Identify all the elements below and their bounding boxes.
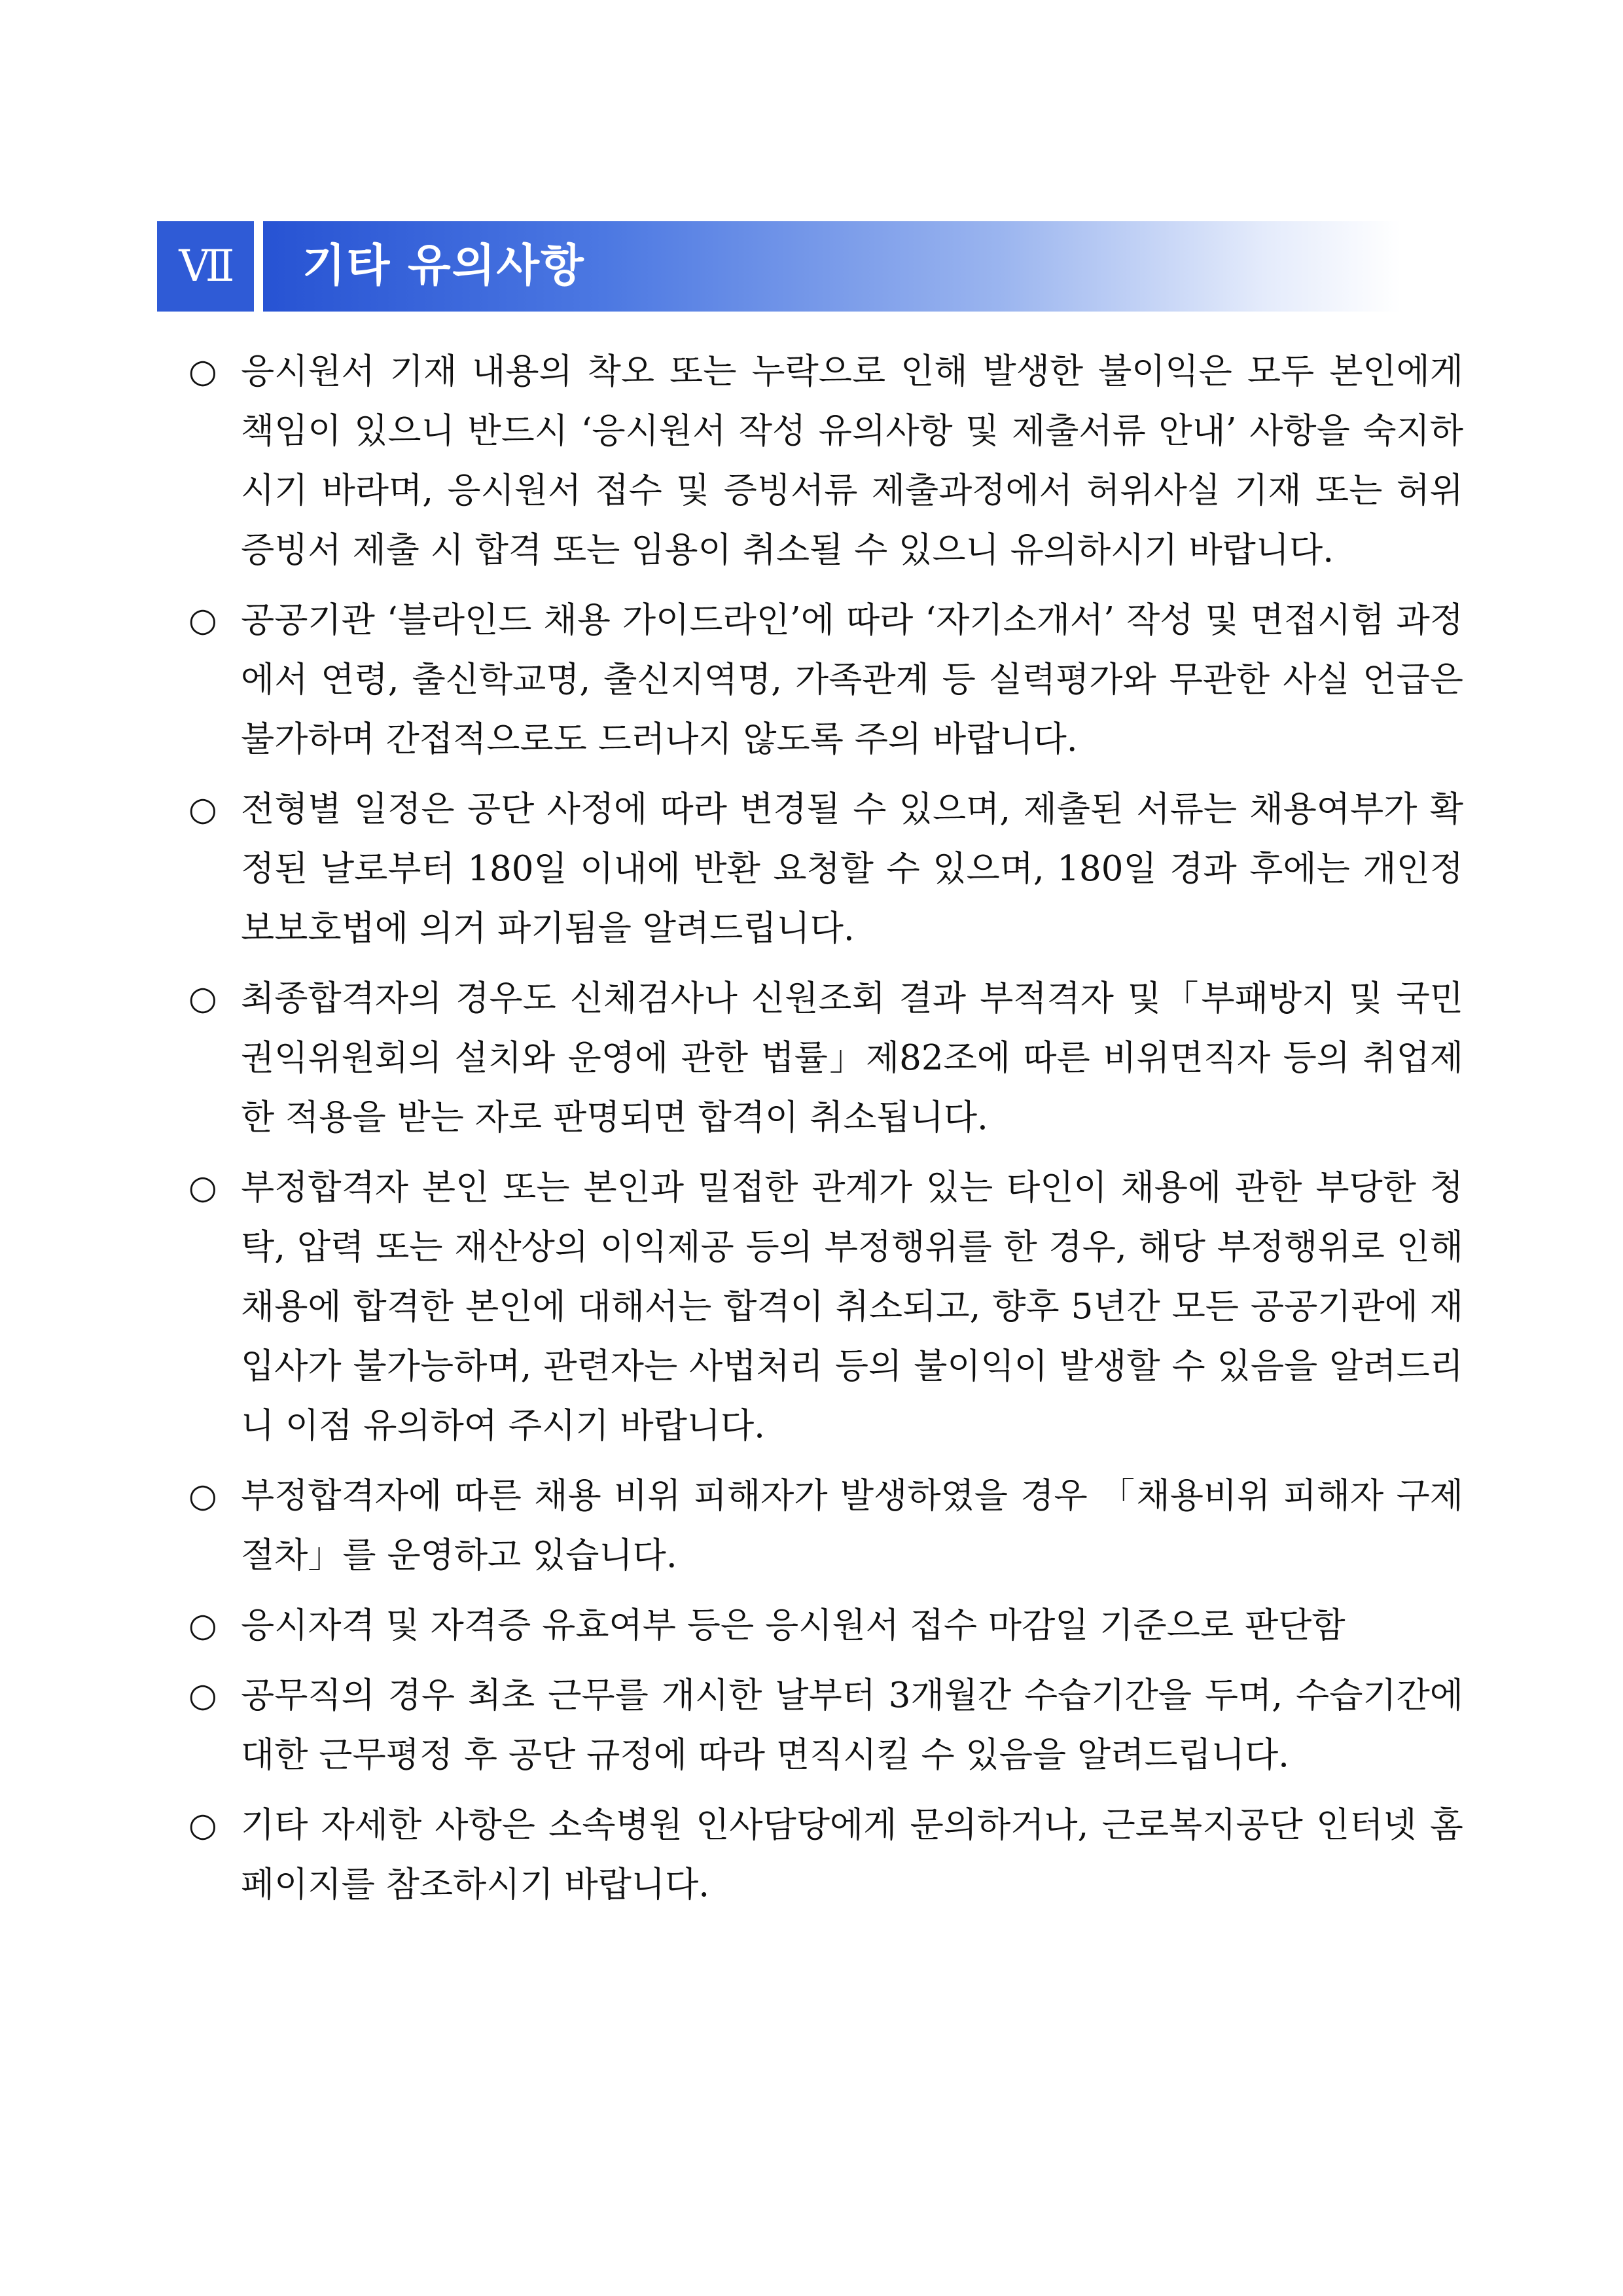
list-item [188, 1158, 1463, 1456]
list-item [188, 590, 1463, 769]
list-item-text: 공무직의 경우 최초 근무를 개시한 날부터 3개월간 수습기간을 두며, 수습기간에 대한 근무평정 후 공단 규정에 따라 면직시킬 수 있음을 알려드립니다. [241, 1676, 1463, 1775]
bullet-circle-icon: ○ [188, 1806, 217, 1844]
bullet-circle-icon: ○ [188, 979, 217, 1017]
list-item [188, 1466, 1463, 1585]
list-item-text: 부정합격자 본인 또는 본인과 밀접한 관계가 있는 타인이 채용에 관한 부당한 청탁, 압력 또는 재산상의 이익제공 등의 부정행위를 한 경우, 해당 부정행위로 인해 채용에 합격한 본인에 대해서는 합격이 취소되고, 향후 5년간 모든 공공기관에 재입사가 불가능하며, 관련자는 사법처리 등의 불이익이 발생할 수 있음을 알려드리니 이점 유의하여 주시기 바랍니다. [241, 1168, 1463, 1446]
section-title-bar [263, 221, 1400, 312]
section-header [157, 221, 1400, 312]
list-item-text: 전형별 일정은 공단 사정에 따라 변경될 수 있으며, 제출된 서류는 채용여부가 확정된 날로부터 180일 이내에 반환 요청할 수 있으며, 180일 경과 후에는 개인정보보호법에 의거 파기됨을 알려드립니다. [241, 789, 1463, 948]
list-item [188, 969, 1463, 1147]
list-item [188, 780, 1463, 958]
list-item-text: 응시자격 및 자격증 유효여부 등은 응시원서 접수 마감일 기준으로 판단함 [241, 1605, 1346, 1645]
list-item [188, 1666, 1463, 1785]
notice-list [188, 342, 1463, 1925]
bullet-circle-icon: ○ [188, 1477, 217, 1515]
list-item-text: 부정합격자에 따른 채용 비위 피해자가 발생하였을 경우 「채용비위 피해자 구제절차」를 운영하고 있습니다. [241, 1476, 1463, 1575]
list-item-text: 기타 자세한 사항은 소속병원 인사담당에게 문의하거나, 근로복지공단 인터넷 홈페이지를 참조하시기 바랍니다. [241, 1805, 1463, 1905]
list-item-text: 응시원서 기재 내용의 착오 또는 누락으로 인해 발생한 불이익은 모두 본인에게 책임이 있으니 반드시 ‘응시원서 작성 유의사항 및 제출서류 안내’ 사항을 숙지하시기 바라며, 응시원서 접수 및 증빙서류 제출과정에서 허위사실 기재 또는 허위증빙서 제출 시 합격 또는 임용이 취소될 수 있으니 유의하시기 바랍니다. [241, 351, 1463, 570]
list-item-text: 최종합격자의 경우도 신체검사나 신원조회 결과 부적격자 및「부패방지 및 국민권익위원회의 설치와 운영에 관한 법률」제82조에 따른 비위면직자 등의 취업제한 적용을 받는 자로 판명되면 합격이 취소됩니다. [241, 978, 1463, 1138]
bullet-circle-icon: ○ [188, 1606, 217, 1644]
section-number: Ⅶ [157, 221, 254, 312]
bullet-circle-icon: ○ [188, 601, 217, 639]
section-title: 기타 유의사항 [302, 240, 585, 292]
list-item [188, 1795, 1463, 1914]
bullet-circle-icon: ○ [188, 352, 217, 390]
list-item-text: 공공기관 ‘블라인드 채용 가이드라인’에 따라 ‘자기소개서’ 작성 및 면접시험 과정에서 연령, 출신학교명, 출신지역명, 가족관계 등 실력평가와 무관한 사실 언급은 불가하며 간접적으로도 드러나지 않도록 주의 바랍니다. [241, 600, 1463, 759]
bullet-circle-icon: ○ [188, 1168, 217, 1206]
list-item [188, 1596, 1463, 1655]
list-item [188, 342, 1463, 580]
bullet-circle-icon: ○ [188, 1676, 217, 1714]
bullet-circle-icon: ○ [188, 790, 217, 828]
